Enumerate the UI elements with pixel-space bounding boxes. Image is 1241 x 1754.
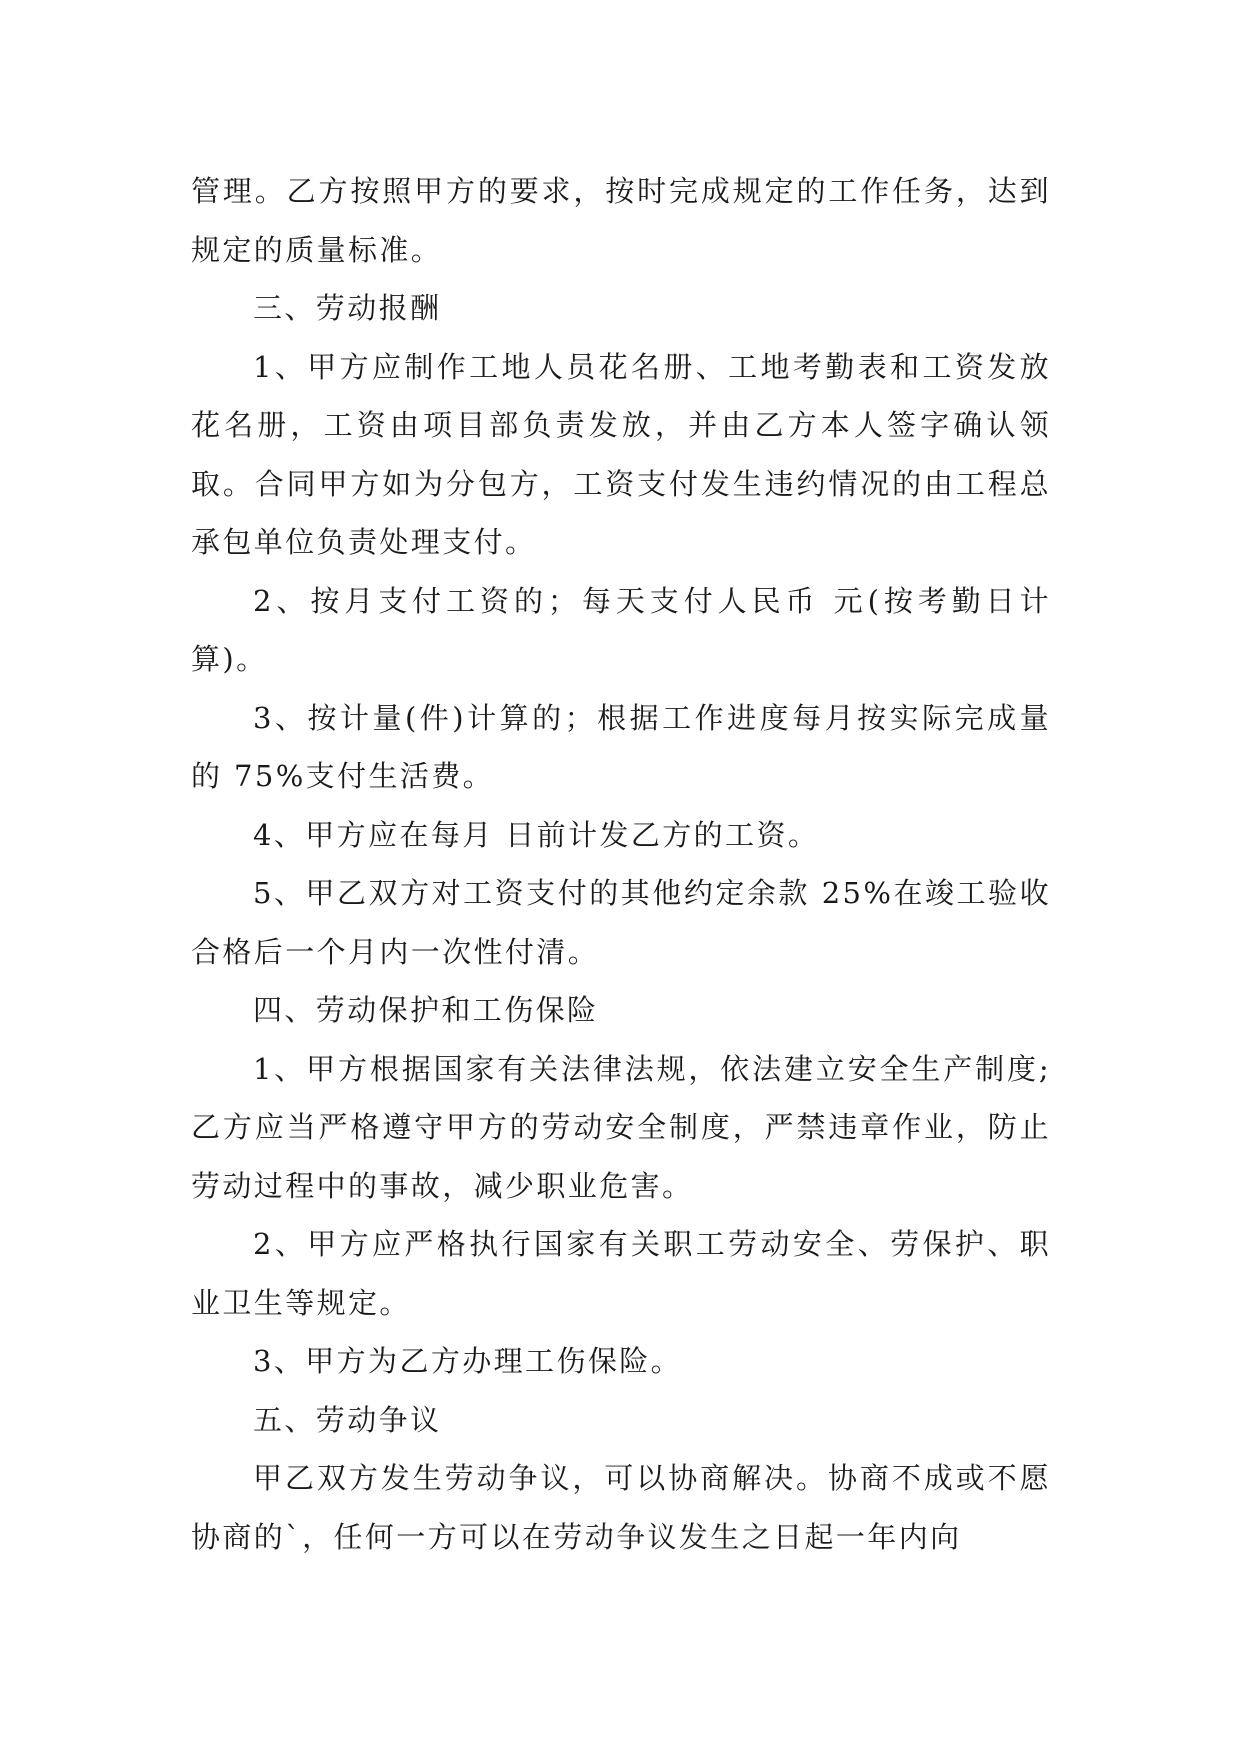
document-body xyxy=(191,162,1051,1566)
clause-4-2-safety-regulations: 2、甲方应严格执行国家有关职工劳动安全、劳保护、职业卫生等规定。 xyxy=(191,1227,1051,1320)
clause-3-3-piece-rate: 3、按计量(件)计算的；根据工作进度每月按实际完成量的 75%支付生活费。 xyxy=(191,700,1051,793)
clause-3-4-pay-date: 4、甲方应在每月 日前计发乙方的工资。 xyxy=(253,817,820,852)
clause-4-3-injury-insurance: 3、甲方为乙方办理工伤保险。 xyxy=(253,1344,683,1378)
clause-3-2-monthly-wage: 2、按月支付工资的；每天支付人民币 元(按考勤日计算)。 xyxy=(191,583,1051,676)
clause-3-5-balance-payment: 5、甲乙双方对工资支付的其他约定余款 25%在竣工验收合格后一个月内一次性付清。 xyxy=(191,876,1051,969)
section-heading-labor-dispute: 五、劳动争议 xyxy=(253,1402,442,1437)
clause-4-1-safety-system: 1、甲方根据国家有关法律法规，依法建立安全生产制度;乙方应当严格遵守甲方的劳动安全制度，严禁违章作业，防止劳动过程中的事故，减少职业危害。 xyxy=(191,1051,1051,1203)
clause-3-1-payroll-roster: 1、甲方应制作工地人员花名册、工地考勤表和工资发放花名册，工资由项目部负责发放，并由乙方本人签字确认领取。合同甲方如为分包方，工资支付发生违约情况的由工程总承包单位负责处理支付。 xyxy=(191,349,1051,559)
section-heading-labor-remuneration: 三、劳动报酬 xyxy=(253,291,442,325)
section-heading-labor-protection: 四、劳动保护和工伤保险 xyxy=(253,993,599,1027)
clause-5-dispute-resolution: 甲乙双方发生劳动争议，可以协商解决。协商不成或不愿协商的`，任何一方可以在劳动争议发生之日起一年内向 xyxy=(191,1461,1051,1554)
paragraph-continued-management: 管理。乙方按照甲方的要求，按时完成规定的工作任务，达到规定的质量标准。 xyxy=(191,174,1051,267)
